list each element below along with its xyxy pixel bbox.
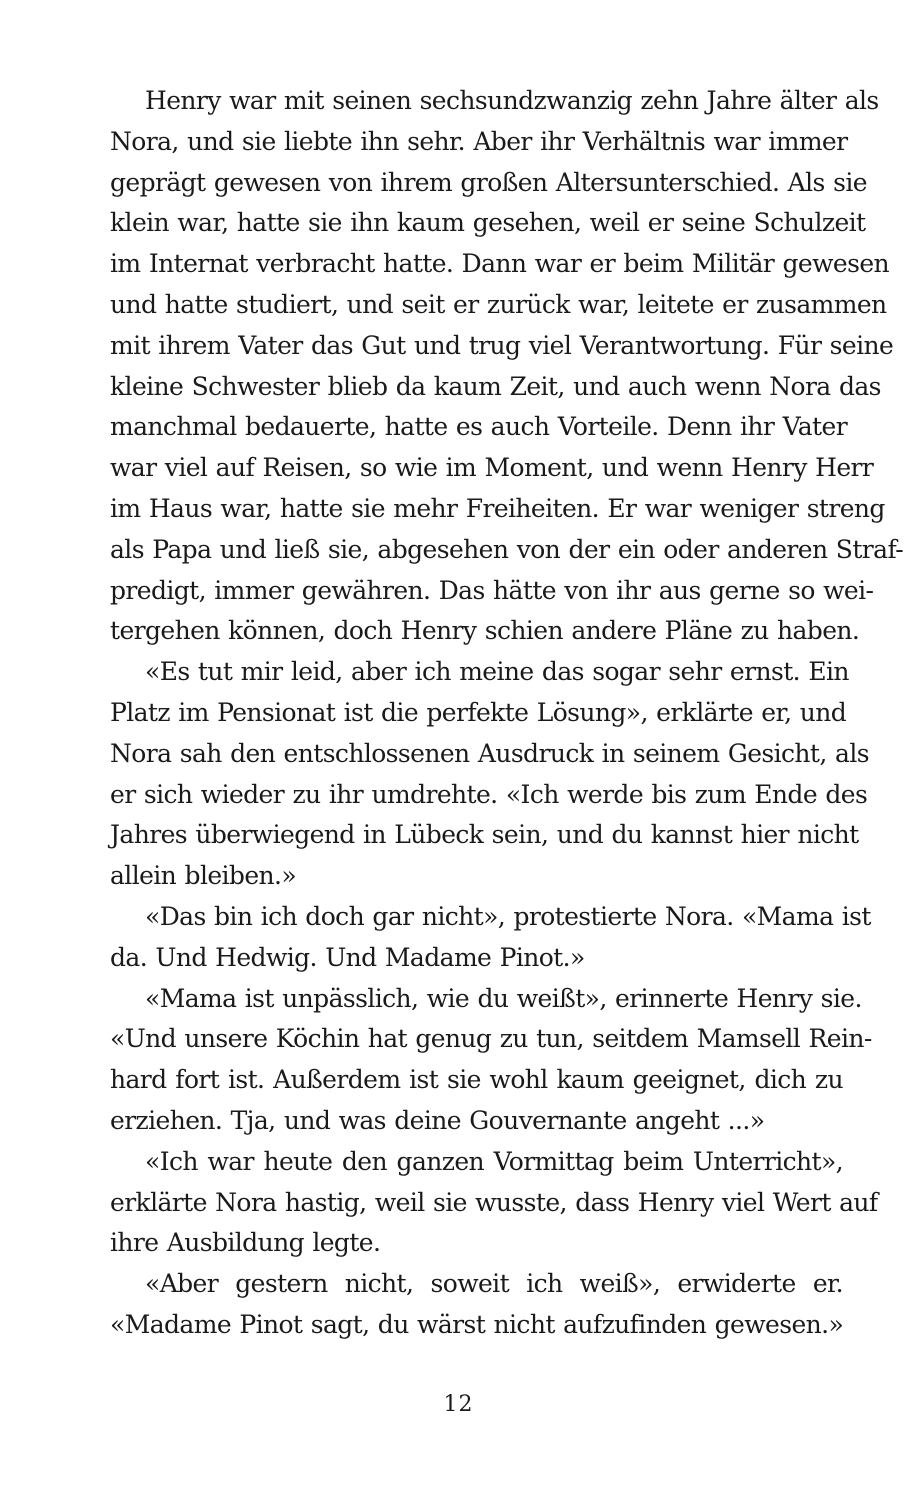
- paragraph: [110, 1264, 843, 1346]
- text-line: «Madame Pinot sagt, du wärst nicht aufzufinden gewesen.»: [110, 1309, 844, 1339]
- text-line: er sich wieder zu ihr umdrehte. «Ich werde bis zum Ende des: [110, 779, 868, 809]
- text-line: klein war, hatte sie ihn kaum gesehen, weil er seine Schulzeit: [110, 208, 866, 238]
- text-line: Nora sah den entschlossenen Ausdruck in seinem Gesicht, als: [110, 738, 869, 768]
- text-line: predigt, immer gewähren. Das hätte von ihr aus gerne so wei-: [110, 575, 874, 605]
- text-line: tergehen können, doch Henry schien andere Pläne zu haben.: [110, 616, 860, 646]
- text-line: im Internat verbracht hatte. Dann war er beim Militär gewesen: [110, 249, 890, 279]
- text-line: manchmal bedauerte, hatte es auch Vorteile. Denn ihr Vater: [110, 412, 848, 442]
- text-line: «Das bin ich doch gar nicht», protestierte Nora. «Mama ist: [145, 901, 871, 931]
- book-page-text: [110, 81, 904, 1346]
- text-line: «Mama ist unpässlich, wie du weißt», erinnerte Henry sie.: [145, 983, 862, 1013]
- paragraph: [110, 979, 872, 1142]
- text-line: und hatte studiert, und seit er zurück war, leitete er zusammen: [110, 289, 887, 319]
- paragraph: [110, 81, 904, 652]
- text-line: allein bleiben.»: [110, 861, 297, 891]
- text-line: «Es tut mir leid, aber ich meine das sogar sehr ernst. Ein: [145, 657, 849, 687]
- text-line: da. Und Hedwig. Und Madame Pinot.»: [110, 942, 585, 972]
- text-line: Henry war mit seinen sechsundzwanzig zehn Jahre älter als: [145, 86, 879, 115]
- paragraph: [110, 652, 869, 897]
- text-line: geprägt gewesen von ihrem großen Altersunterschied. Als sie: [110, 167, 867, 197]
- text-line: Nora, und sie liebte ihn sehr. Aber ihr Verhältnis war immer: [110, 126, 848, 156]
- text-line: «Aber gestern nicht, soweit ich weiß», erwiderte er.: [145, 1269, 843, 1299]
- text-line: kleine Schwester blieb da kaum Zeit, und auch wenn Nora das: [110, 371, 881, 401]
- page-number: 12: [443, 1392, 474, 1417]
- text-line: mit ihrem Vater das Gut und trug viel Verantwortung. Für seine: [110, 330, 894, 360]
- text-line: hard fort ist. Außerdem ist sie wohl kaum geeignet, dich zu: [110, 1065, 843, 1095]
- text-line: «Und unsere Köchin hat genug zu tun, seitdem Mamsell Rein-: [110, 1024, 872, 1054]
- paragraph: [110, 897, 871, 979]
- text-line: im Haus war, hatte sie mehr Freiheiten. Er war weniger streng: [110, 493, 885, 523]
- text-line: ihre Ausbildung legte.: [110, 1228, 381, 1258]
- paragraph: [110, 1142, 878, 1264]
- text-line: erziehen. Tja, und was deine Gouvernante angeht ...»: [110, 1105, 765, 1135]
- text-line: erklärte Nora hastig, weil sie wusste, dass Henry viel Wert auf: [110, 1187, 878, 1217]
- text-line: war viel auf Reisen, so wie im Moment, und wenn Henry Herr: [110, 453, 874, 483]
- text-line: als Papa und ließ sie, abgesehen von der ein oder anderen Straf-: [110, 534, 904, 564]
- text-line: Platz im Pensionat ist die perfekte Lösung», erklärte er, und: [110, 697, 847, 727]
- text-line: Jahres überwiegend in Lübeck sein, und du kannst hier nicht: [110, 820, 859, 850]
- text-line: «Ich war heute den ganzen Vormittag beim Unterricht»,: [145, 1146, 843, 1176]
